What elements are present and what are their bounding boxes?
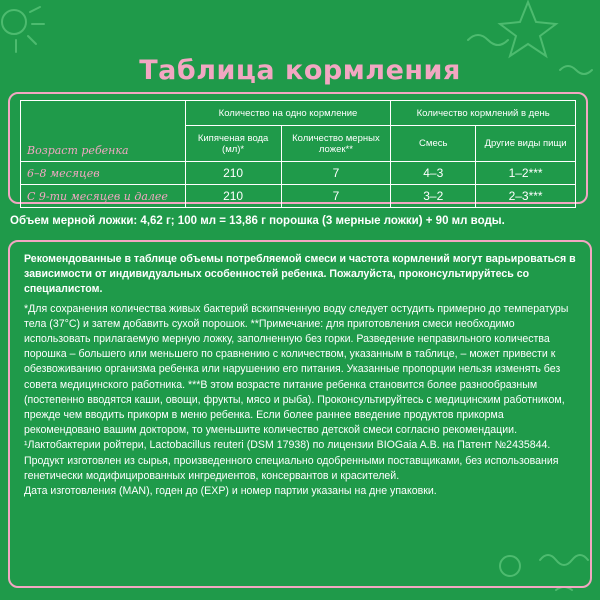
feeding-table [20,100,576,208]
table-header-row [21,101,576,126]
header-other-food: Другие виды пищи [476,126,576,162]
notes-product: Продукт изготовлен из сырья, произведенного специально одобренными поставщиками, без использования генетически модифицированных ингредиентов, консервантов и красителей. [24,454,559,482]
header-age: Возраст ребенка [21,101,186,162]
row-formula: 3–2 [391,185,476,208]
header-formula: Смесь [391,126,476,162]
row-water: 210 [185,162,281,185]
header-water: Кипяченая вода (мл)* [185,126,281,162]
row-other-food: 2–3*** [476,185,576,208]
notes-license: ¹Лактобактерии ройтери, Lactobacillus reuteri (DSM 17938) по лицензии BIOGaia A.B. на Патент №2435844. [24,439,551,452]
sun-doodle-icon [2,10,26,34]
table-row [21,185,576,208]
row-other-food: 1–2*** [476,162,576,185]
row-age: С 9-ти месяцев и далее [21,185,186,208]
header-feedings-group: Количество кормлений в день [391,101,576,126]
notes-box [8,240,592,588]
header-portion-group: Количество на одно кормление [185,101,391,126]
scoop-volume-note: Объем мерной ложки: 4,62 г; 100 мл = 13,86 г порошка (3 мерные ложки) + 90 мл воды. [10,215,505,227]
row-age: 6–8 месяцев [21,162,186,185]
notes-date: Дата изготовления (MAN), годен до (EXP) и номер партии указаны на дне упаковки. [24,485,437,498]
page-title: Таблица кормления [139,55,461,86]
notes-lead: Рекомендованные в таблице объемы потребляемой смеси и частота кормлений могут варьироваться в зависимости от индивидуальных особенностей ребенка. Пожалуйста, проконсультируйтесь со специалистом. [24,253,576,296]
row-formula: 4–3 [391,162,476,185]
notes-body: *Для сохранения количества живых бактерий вскипяченную воду следует остудить примерно до температуры тела (37°С) и затем добавить сухой порошок. **Примечание: для приготовления смеси необходимо использовать прилагаемую мерную ложку, заполненную без горки. Разведение неправильного количества порошка – большего или меньшего по сравнению с количеством, указанным в таблице, – может привести к обезвоживанию организма ребенка или нарушению его питания. Указанные пропорции нельзя изменять без совета медицинского работника. ***В этом возрасте питание ребенка становится более разнообразным (постепенно вводятся каши, овощи, фрукты, мясо и рыба). Проконсультируйтесь с медицинским работником, прежде чем вводить прикорм в меню ребенка. Если более раннее введение продуктов прикорма рекомендовано вашим доктором, то уменьшите количество детской смеси согласно рекомендации. [24,302,569,437]
row-scoops: 7 [281,162,391,185]
row-scoops: 7 [281,185,391,208]
table-row [21,162,576,185]
star-doodle-icon [500,2,556,56]
row-water: 210 [185,185,281,208]
header-scoops: Количество мерных ложек** [281,126,391,162]
